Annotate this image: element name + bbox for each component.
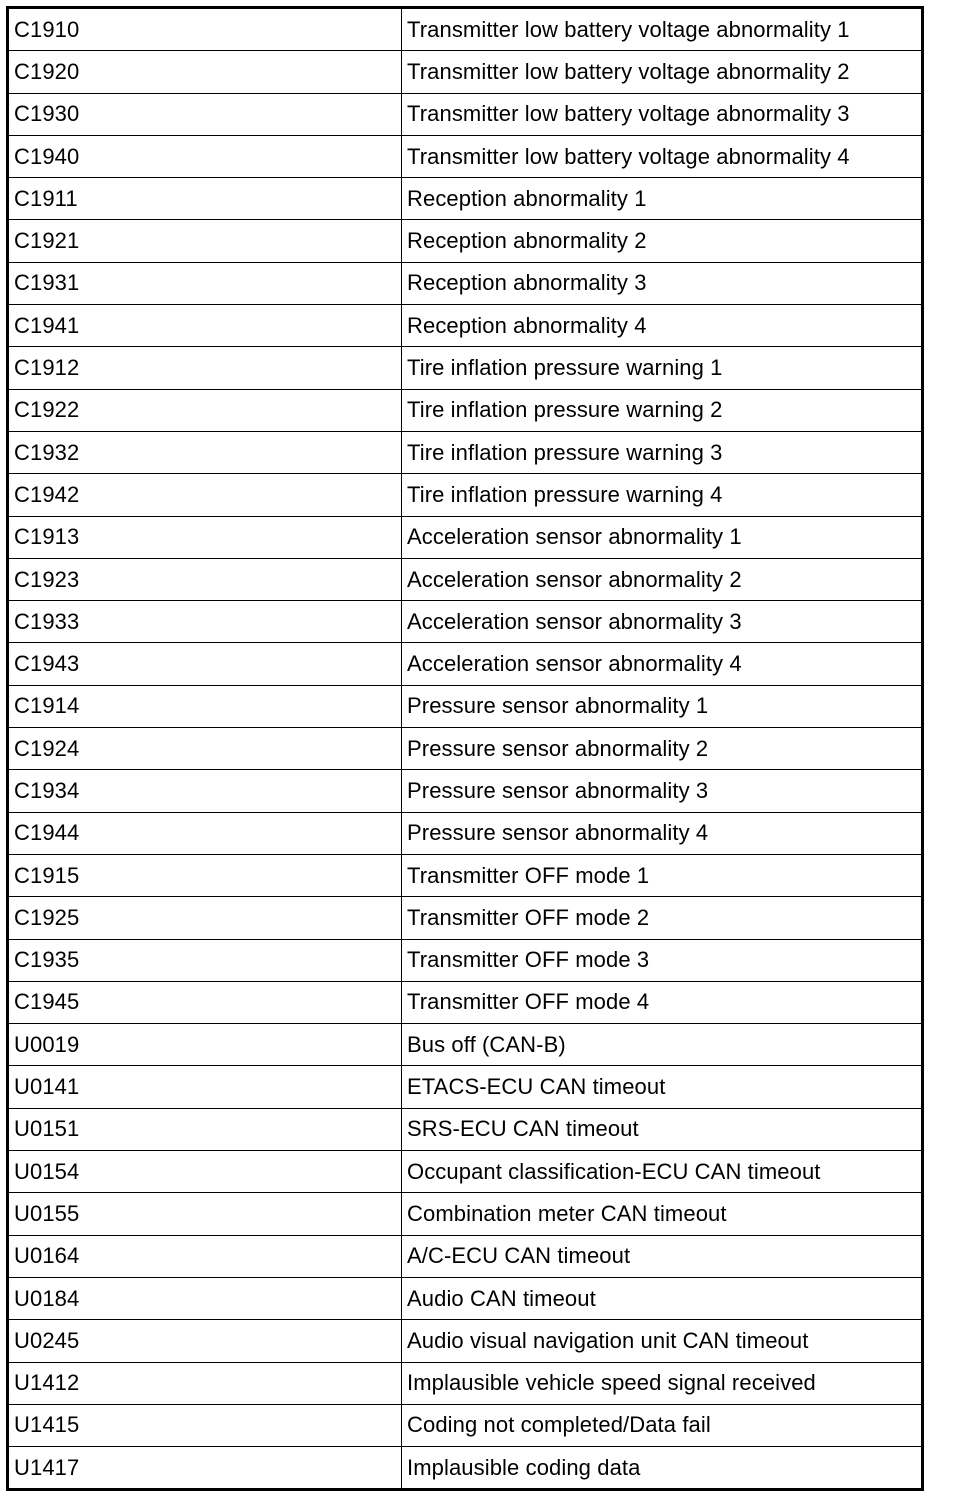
dtc-description-cell: SRS-ECU CAN timeout	[402, 1108, 923, 1150]
table-row	[8, 981, 923, 1023]
dtc-code-cell: C1930	[8, 93, 402, 135]
dtc-code-cell: U0141	[8, 1066, 402, 1108]
dtc-code-cell: U0184	[8, 1277, 402, 1319]
dtc-code-cell: U1417	[8, 1447, 402, 1490]
dtc-description-cell: Combination meter CAN timeout	[402, 1193, 923, 1235]
table-row	[8, 1066, 923, 1108]
dtc-description-cell: Pressure sensor abnormality 3	[402, 770, 923, 812]
table-row	[8, 643, 923, 685]
dtc-code-cell: C1945	[8, 981, 402, 1023]
dtc-description-cell: Audio visual navigation unit CAN timeout	[402, 1320, 923, 1362]
dtc-description-cell: Transmitter OFF mode 3	[402, 939, 923, 981]
dtc-code-cell: C1932	[8, 431, 402, 473]
table-row	[8, 51, 923, 93]
dtc-description-cell: Transmitter OFF mode 2	[402, 897, 923, 939]
dtc-code-cell: U0155	[8, 1193, 402, 1235]
dtc-description-cell: Transmitter OFF mode 4	[402, 981, 923, 1023]
dtc-description-cell: Reception abnormality 3	[402, 262, 923, 304]
dtc-description-cell: Transmitter OFF mode 1	[402, 854, 923, 896]
dtc-description-cell: ETACS-ECU CAN timeout	[402, 1066, 923, 1108]
table-row	[8, 601, 923, 643]
dtc-code-cell: C1912	[8, 347, 402, 389]
dtc-code-cell: C1931	[8, 262, 402, 304]
table-row	[8, 1151, 923, 1193]
dtc-description-cell: Tire inflation pressure warning 4	[402, 474, 923, 516]
dtc-description-cell: Tire inflation pressure warning 3	[402, 431, 923, 473]
dtc-description-cell: Bus off (CAN-B)	[402, 1024, 923, 1066]
dtc-code-cell: U0245	[8, 1320, 402, 1362]
dtc-code-cell: C1933	[8, 601, 402, 643]
dtc-code-cell: C1942	[8, 474, 402, 516]
table-row	[8, 1277, 923, 1319]
dtc-code-cell: C1914	[8, 685, 402, 727]
table-row	[8, 685, 923, 727]
table-row	[8, 1404, 923, 1446]
dtc-code-cell: U0019	[8, 1024, 402, 1066]
dtc-description-cell: Reception abnormality 4	[402, 305, 923, 347]
dtc-description-cell: Reception abnormality 2	[402, 220, 923, 262]
dtc-code-cell: C1923	[8, 558, 402, 600]
dtc-code-cell: U0151	[8, 1108, 402, 1150]
dtc-description-cell: A/C-ECU CAN timeout	[402, 1235, 923, 1277]
dtc-description-cell: Occupant classification-ECU CAN timeout	[402, 1151, 923, 1193]
dtc-code-cell: C1920	[8, 51, 402, 93]
table-row	[8, 1108, 923, 1150]
dtc-code-cell: U1415	[8, 1404, 402, 1446]
dtc-description-cell: Acceleration sensor abnormality 4	[402, 643, 923, 685]
dtc-description-cell: Transmitter low battery voltage abnormality 2	[402, 51, 923, 93]
dtc-code-cell: C1943	[8, 643, 402, 685]
dtc-code-cell: C1940	[8, 135, 402, 177]
dtc-code-cell: C1934	[8, 770, 402, 812]
dtc-code-cell: C1922	[8, 389, 402, 431]
dtc-description-cell: Transmitter low battery voltage abnormality 3	[402, 93, 923, 135]
dtc-code-cell: C1913	[8, 516, 402, 558]
dtc-description-cell: Tire inflation pressure warning 2	[402, 389, 923, 431]
table-row	[8, 558, 923, 600]
dtc-description-cell: Audio CAN timeout	[402, 1277, 923, 1319]
table-row	[8, 897, 923, 939]
dtc-description-cell: Acceleration sensor abnormality 2	[402, 558, 923, 600]
dtc-code-cell: U1412	[8, 1362, 402, 1404]
dtc-code-cell: U0154	[8, 1151, 402, 1193]
table-row	[8, 812, 923, 854]
table-row	[8, 389, 923, 431]
dtc-description-cell: Transmitter low battery voltage abnormality 1	[402, 8, 923, 51]
table-row	[8, 516, 923, 558]
dtc-code-cell: U0164	[8, 1235, 402, 1277]
dtc-code-cell: C1910	[8, 8, 402, 51]
table-row	[8, 1235, 923, 1277]
table-row	[8, 939, 923, 981]
table-row	[8, 262, 923, 304]
dtc-description-cell: Pressure sensor abnormality 4	[402, 812, 923, 854]
dtc-code-cell: C1925	[8, 897, 402, 939]
table-row	[8, 8, 923, 51]
dtc-code-cell: C1911	[8, 178, 402, 220]
table-row	[8, 474, 923, 516]
table-row	[8, 220, 923, 262]
table-row	[8, 1447, 923, 1490]
table-row	[8, 770, 923, 812]
table-row	[8, 93, 923, 135]
dtc-description-cell: Implausible vehicle speed signal received	[402, 1362, 923, 1404]
table-row	[8, 431, 923, 473]
table-row	[8, 1024, 923, 1066]
dtc-code-cell: C1921	[8, 220, 402, 262]
dtc-description-cell: Tire inflation pressure warning 1	[402, 347, 923, 389]
table-row	[8, 1320, 923, 1362]
dtc-description-cell: Pressure sensor abnormality 1	[402, 685, 923, 727]
dtc-code-cell: C1935	[8, 939, 402, 981]
dtc-description-cell: Acceleration sensor abnormality 1	[402, 516, 923, 558]
dtc-code-cell: C1915	[8, 854, 402, 896]
dtc-description-cell: Coding not completed/Data fail	[402, 1404, 923, 1446]
dtc-description-cell: Pressure sensor abnormality 2	[402, 728, 923, 770]
table-row	[8, 178, 923, 220]
dtc-description-cell: Implausible coding data	[402, 1447, 923, 1490]
dtc-code-cell: C1924	[8, 728, 402, 770]
dtc-description-cell: Acceleration sensor abnormality 3	[402, 601, 923, 643]
dtc-code-table	[6, 6, 924, 1491]
table-row	[8, 854, 923, 896]
table-row	[8, 1193, 923, 1235]
dtc-code-cell: C1944	[8, 812, 402, 854]
dtc-table-body	[8, 8, 923, 1490]
table-row	[8, 1362, 923, 1404]
table-row	[8, 728, 923, 770]
dtc-description-cell: Reception abnormality 1	[402, 178, 923, 220]
table-row	[8, 347, 923, 389]
table-row	[8, 135, 923, 177]
dtc-code-cell: C1941	[8, 305, 402, 347]
dtc-description-cell: Transmitter low battery voltage abnormality 4	[402, 135, 923, 177]
table-row	[8, 305, 923, 347]
